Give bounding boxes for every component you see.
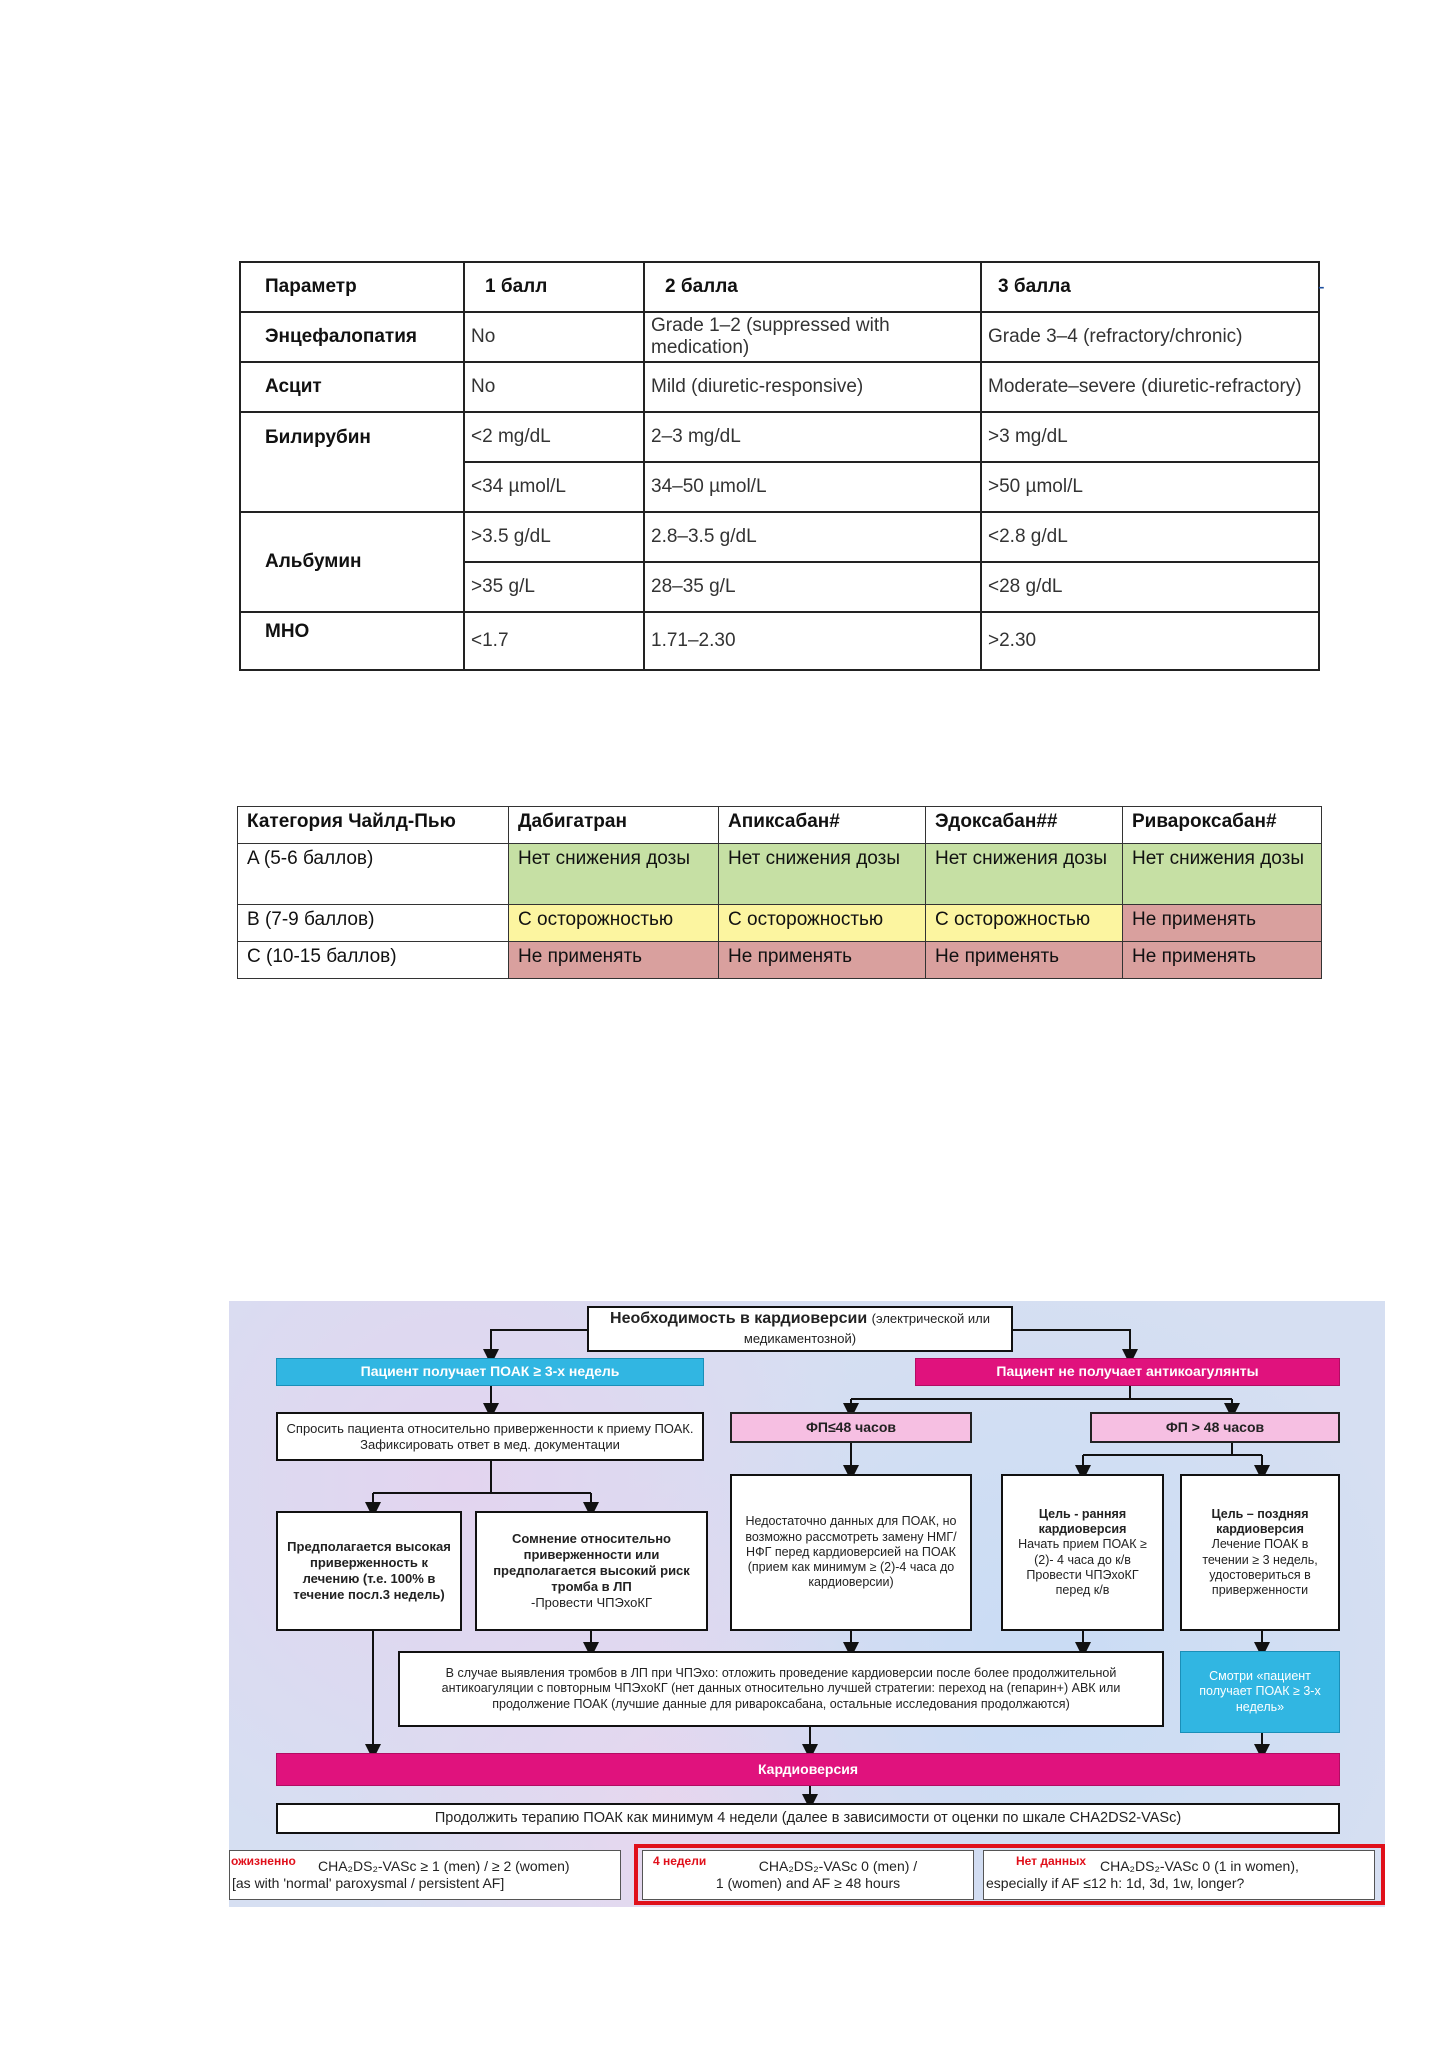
need-cardioversion-sub: (электрической или медикаментозной) [743, 1311, 990, 1346]
lifelong-line1: CHA₂DS₂-VASc ≥ 1 (men) / ≥ 2 (women) [318, 1857, 570, 1874]
table-row [238, 844, 1322, 905]
param-cell: Билирубин [240, 412, 464, 512]
table-row [238, 942, 1322, 979]
table-row [240, 412, 1319, 462]
late-cardioversion-title: Цель – поздняя кардиоверсия [1211, 1506, 1309, 1536]
table-row [240, 612, 1319, 670]
thrombus-note-box: В случае выявления тромбов в ЛП при ЧПЭхо: отложить проведение кардиоверсии после более продолжительной антикоагуляции с повторным ЧПЭхоКГ (нет данных относительно лучшей стратегии: переход на (гепарин+) АВК или продолжение ПОАК (лучшие данные для ривароксабана, остальные исследования продолжаются) [398, 1651, 1164, 1727]
four-weeks-tag: 4 недели [653, 1854, 707, 1868]
dose-cell: Не применять [719, 942, 926, 979]
value-cell: Moderate–severe (diuretic-refractory) [981, 362, 1319, 412]
value-cell: No [464, 362, 644, 412]
value-cell: >35 g/L [464, 562, 644, 612]
value-cell: <2 mg/dL [464, 412, 644, 462]
dose-cell: Нет снижения дозы [926, 844, 1123, 905]
category-cell: A (5-6 баллов) [238, 844, 509, 905]
see-on-doac-box: Смотри «пациент получает ПОАК ≥ 3-х недель» [1180, 1651, 1340, 1733]
continue-doac-box: Продолжить терапию ПОАК как минимум 4 недели (далее в зависимости от оценки по шкале CHA2DS2-VASc) [276, 1803, 1340, 1834]
table-row [238, 905, 1322, 942]
value-cell: Mild (diuretic-responsive) [644, 362, 981, 412]
value-cell: Grade 1–2 (suppressed with medication) [644, 312, 981, 362]
table-row [240, 362, 1319, 412]
insufficient-data-box: Недостаточно данных для ПОАК, но возможно рассмотреть замену НМГ/НФГ перед кардиоверсией на ПОАК (прием как минимум ≥ (2)-4 часа до кардиоверсии) [730, 1474, 972, 1631]
value-cell: 28–35 g/L [644, 562, 981, 612]
value-cell: Grade 3–4 (refractory/chronic) [981, 312, 1319, 362]
late-cardioversion-text: Лечение ПОАК в течении ≥ 3 недель, удостовериться в приверженности [1202, 1537, 1318, 1597]
ask-adherence-box: Спросить пациента относительно приверженности к приему ПОАК. Зафиксировать ответ в мед. документации [276, 1412, 704, 1461]
need-cardioversion-title: Необходимость в кардиоверсии [610, 1310, 868, 1328]
early-cardioversion-title: Цель - ранняя кардиоверсия [1038, 1506, 1127, 1536]
table-header-row [238, 807, 1322, 844]
no-data-line2: especially if AF ≤12 h: 1d, 3d, 1w, longer? [986, 1875, 1245, 1891]
value-cell: <2.8 g/dL [981, 512, 1319, 562]
child-pugh-table [239, 261, 1320, 671]
value-cell: >3 mg/dL [981, 412, 1319, 462]
header-3-points: 3 балла [981, 262, 1319, 312]
param-cell: Альбумин [240, 512, 464, 612]
value-cell: No [464, 312, 644, 362]
value-cell: 34–50 µmol/L [644, 462, 981, 512]
header-2-points: 2 балла [644, 262, 981, 312]
dose-cell: Нет снижения дозы [1123, 844, 1322, 905]
value-cell: >2.30 [981, 612, 1319, 670]
table-row [240, 312, 1319, 362]
value-cell: 2–3 mg/dL [644, 412, 981, 462]
af-le-48h-box: ФП≤48 часов [730, 1412, 972, 1443]
dose-cell: Не применять [509, 942, 719, 979]
value-cell: 1.71–2.30 [644, 612, 981, 670]
dose-cell: Нет снижения дозы [509, 844, 719, 905]
dose-cell: С осторожностью [926, 905, 1123, 942]
no-anticoagulant-header: Пациент не получает антикоагулянты [915, 1358, 1340, 1386]
value-cell: <34 µmol/L [464, 462, 644, 512]
header-cell: Ривароксабан# [1123, 807, 1322, 844]
on-doac-header: Пациент получает ПОАК ≥ 3-х недель [276, 1358, 704, 1386]
table-row [240, 512, 1319, 562]
param-cell: МНО [240, 612, 464, 670]
doubt-adherence-title: Сомнение относительно приверженности или предполагается высокий риск тромба в ЛП [493, 1531, 690, 1594]
header-param: Параметр [240, 262, 464, 312]
early-cardioversion-text: Начать прием ПОАК ≥ (2)- 4 часа до к/в Провести ЧПЭхоКГ перед к/в [1018, 1537, 1147, 1597]
param-cell: Асцит [240, 362, 464, 412]
cardioversion-flowchart [229, 1301, 1385, 1907]
header-1-point: 1 балл [464, 262, 644, 312]
lifelong-line2: [as with 'normal' paroxysmal / persistent AF] [232, 1875, 505, 1891]
af-gt-48h-box: ФП > 48 часов [1090, 1412, 1340, 1443]
lifelong-tag: ожизненно [231, 1854, 296, 1868]
early-cardioversion-box [1001, 1474, 1164, 1631]
doubt-adherence-action: -Провести ЧПЭхоКГ [531, 1594, 652, 1610]
dose-cell: С осторожностью [509, 905, 719, 942]
doubt-adherence-box [475, 1511, 708, 1631]
param-cell: Энцефалопатия [240, 312, 464, 362]
category-cell: C (10-15 баллов) [238, 942, 509, 979]
dose-cell: Нет снижения дозы [719, 844, 926, 905]
value-cell: <28 g/dL [981, 562, 1319, 612]
cardioversion-bar: Кардиоверсия [276, 1753, 1340, 1786]
dose-cell: С осторожностью [719, 905, 926, 942]
high-adherence-box: Предполагается высокая приверженность к лечению (т.е. 100% в течение посл.3 недель) [276, 1511, 462, 1631]
no-data-tag: Нет данных [1016, 1854, 1087, 1868]
stray-mark: - [1318, 276, 1325, 298]
need-cardioversion-box [587, 1306, 1013, 1352]
value-cell: <1.7 [464, 612, 644, 670]
doac-dosing-table [237, 806, 1322, 979]
header-cell: Эдоксабан## [926, 807, 1123, 844]
table-header-row [240, 262, 1319, 312]
late-cardioversion-box [1180, 1474, 1340, 1631]
dose-cell: Не применять [926, 942, 1123, 979]
value-cell: 2.8–3.5 g/dL [644, 512, 981, 562]
four-weeks-line2: 1 (women) and AF ≥ 48 hours [715, 1875, 901, 1891]
value-cell: >3.5 g/dL [464, 512, 644, 562]
dose-cell: Не применять [1123, 942, 1322, 979]
header-cell: Категория Чайлд-Пью [238, 807, 509, 844]
no-data-line1: CHA₂DS₂-VASc 0 (1 in women), [1100, 1857, 1299, 1874]
dose-cell: Не применять [1123, 905, 1322, 942]
four-weeks-line1: CHA₂DS₂-VASc 0 (men) / [758, 1857, 918, 1874]
header-cell: Апиксабан# [719, 807, 926, 844]
category-cell: B (7-9 баллов) [238, 905, 509, 942]
header-cell: Дабигатран [509, 807, 719, 844]
value-cell: >50 µmol/L [981, 462, 1319, 512]
